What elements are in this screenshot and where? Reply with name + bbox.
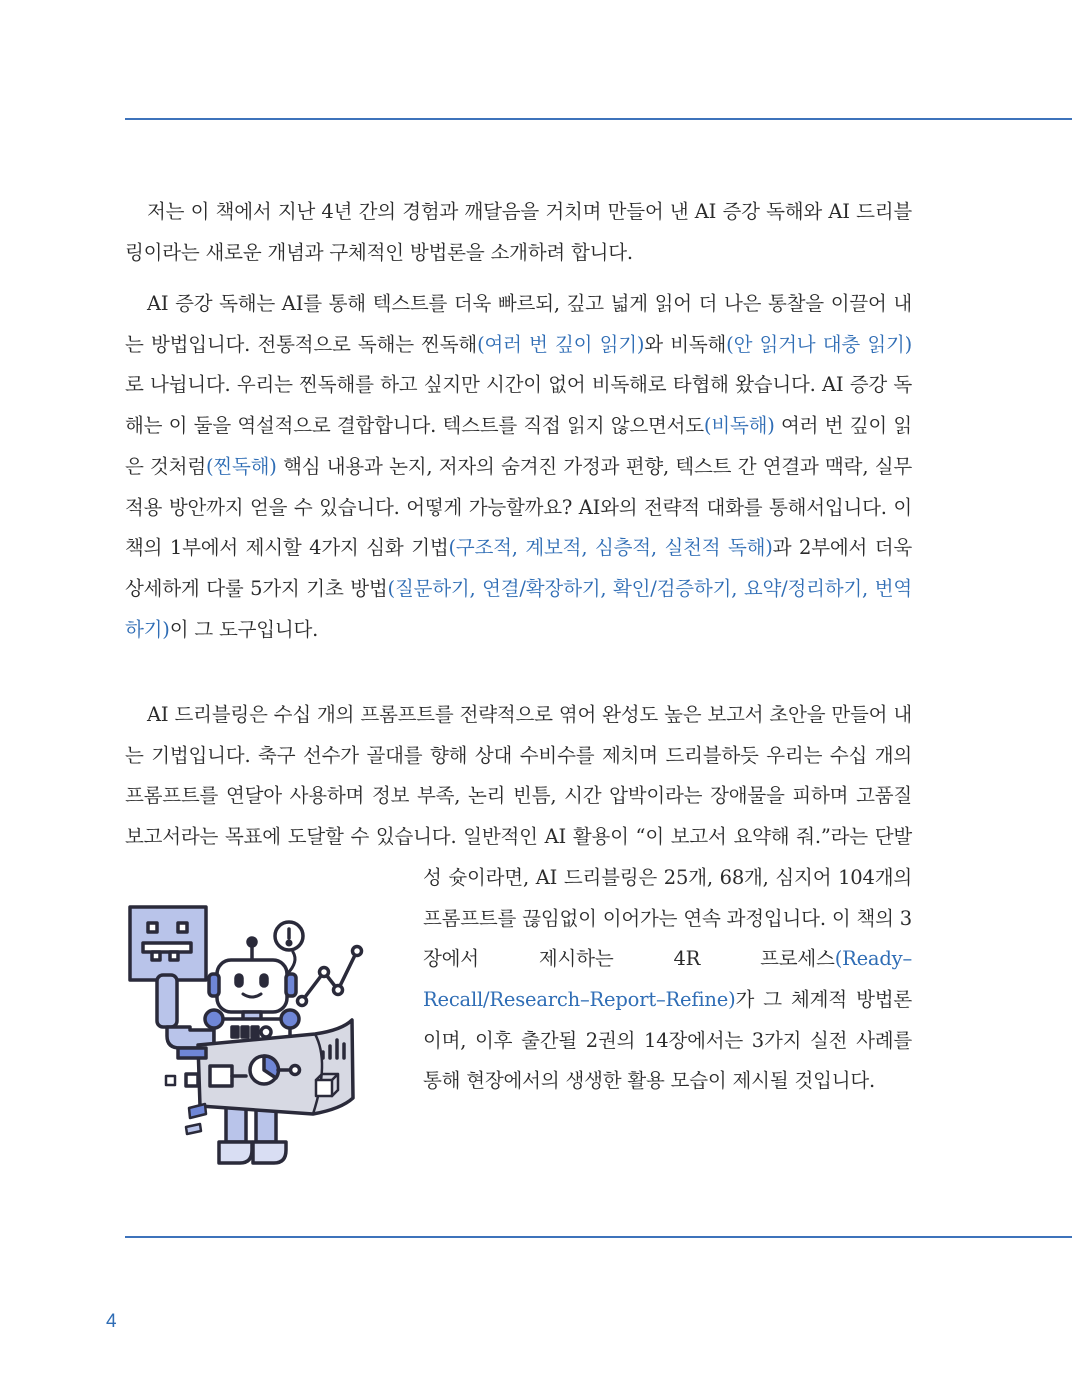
footer-rule — [125, 1236, 1072, 1238]
paragraph-text: 저는 이 책에서 지난 4년 간의 경험과 깨달음을 거치며 만들어 낸 AI 증강 독해와 AI 드리블링이라는 새로운 개념과 구체적인 방법론을 소개하려 합니다. — [125, 200, 912, 264]
paragraph-text: 과 2부에서 더욱 상세하게 다룰 5가지 기초 방법 — [125, 536, 913, 600]
highlight-advanced-techniques: (구조적, 계보적, 심층적, 실천적 독해) — [448, 536, 773, 560]
paragraph-text: 여러 번 깊이 읽은 것처럼 — [125, 414, 912, 478]
page-number: 4 — [106, 1311, 117, 1332]
highlight-basic-methods: (질문하기, 연결/확장하기, 확인/검증하기, 요약/정리하기, 번역하기) — [125, 576, 912, 641]
paragraph-text: 로 나뉩니다. 우리는 찐독해를 하고 싶지만 시간이 없어 비독해로 타협해 왔습니다. AI 증강 독해는 이 둘을 역설적으로 결합합니다. 텍스트를 직접 읽지 않으면서도 — [125, 373, 912, 438]
highlight-non-reading-short: (비독해) — [703, 414, 775, 438]
paragraph-text: 가 그 체계적 방법론이며, 이후 출간될 2권의 14장에서는 3가지 실전 사례를 통해 현장에서의 생생한 활용 모습이 제시될 것입니다. — [423, 987, 912, 1093]
highlight-non-reading: (안 읽거나 대충 읽기) — [726, 332, 912, 356]
paragraph-text: AI 드리블링은 수십 개의 프롬프트를 전략적으로 엮어 완성도 높은 보고서 초안을 만들어 내는 기법입니다. 축구 선수가 골대를 향해 상대 수비수를 제치며 드리블하듯 우리는 수십 개의 프롬프트를 연달아 사용하며 정보 부족, 논리 빈틈, 시간 압박이라는 장애물을 피하며 고품질 보고서라는 목표에 도달할 수 있습니다. 일반적인 AI 활용이 “이 보고서 요 — [125, 703, 912, 849]
highlight-4r-process: (Ready–Recall/Research–Report–Refine) — [423, 947, 912, 1011]
highlight-deep-reading-short: (찐독해) — [205, 454, 277, 478]
highlight-deep-reading: (여러 번 깊이 읽기) — [477, 332, 645, 356]
paragraph-text: 이 그 도구입니다. — [169, 617, 319, 641]
paragraph-text: 와 비독해 — [644, 332, 727, 356]
paragraph-text: 약해 줘.”라는 단발성 슛이라면, AI 드리블링은 25개, 68개, 심지어 104개의 프롬프트를 끊임없이 이어가는 연속 과정입니다. 이 책의 3장에서 제시하는 4R 프로세스 — [423, 825, 912, 971]
paragraph-text: 핵심 내용과 논지, 저자의 숨겨진 가정과 편향, 텍스트 간 연결과 맥락, 실무 적용 방안까지 얻을 수 있습니다. 어떻게 가능할까요? AI와의 전략적 대화를 통해서입니다. 이 책의 1부에서 제시할 4가지 심화 기법 — [125, 454, 912, 560]
paragraph-text: AI 증강 독해는 AI를 통해 텍스트를 더욱 빠르되, 깊고 넓게 읽어 더 나은 통찰을 이끌어 내는 방법입니다. 전통적으로 독해는 찐독해 — [125, 292, 912, 356]
